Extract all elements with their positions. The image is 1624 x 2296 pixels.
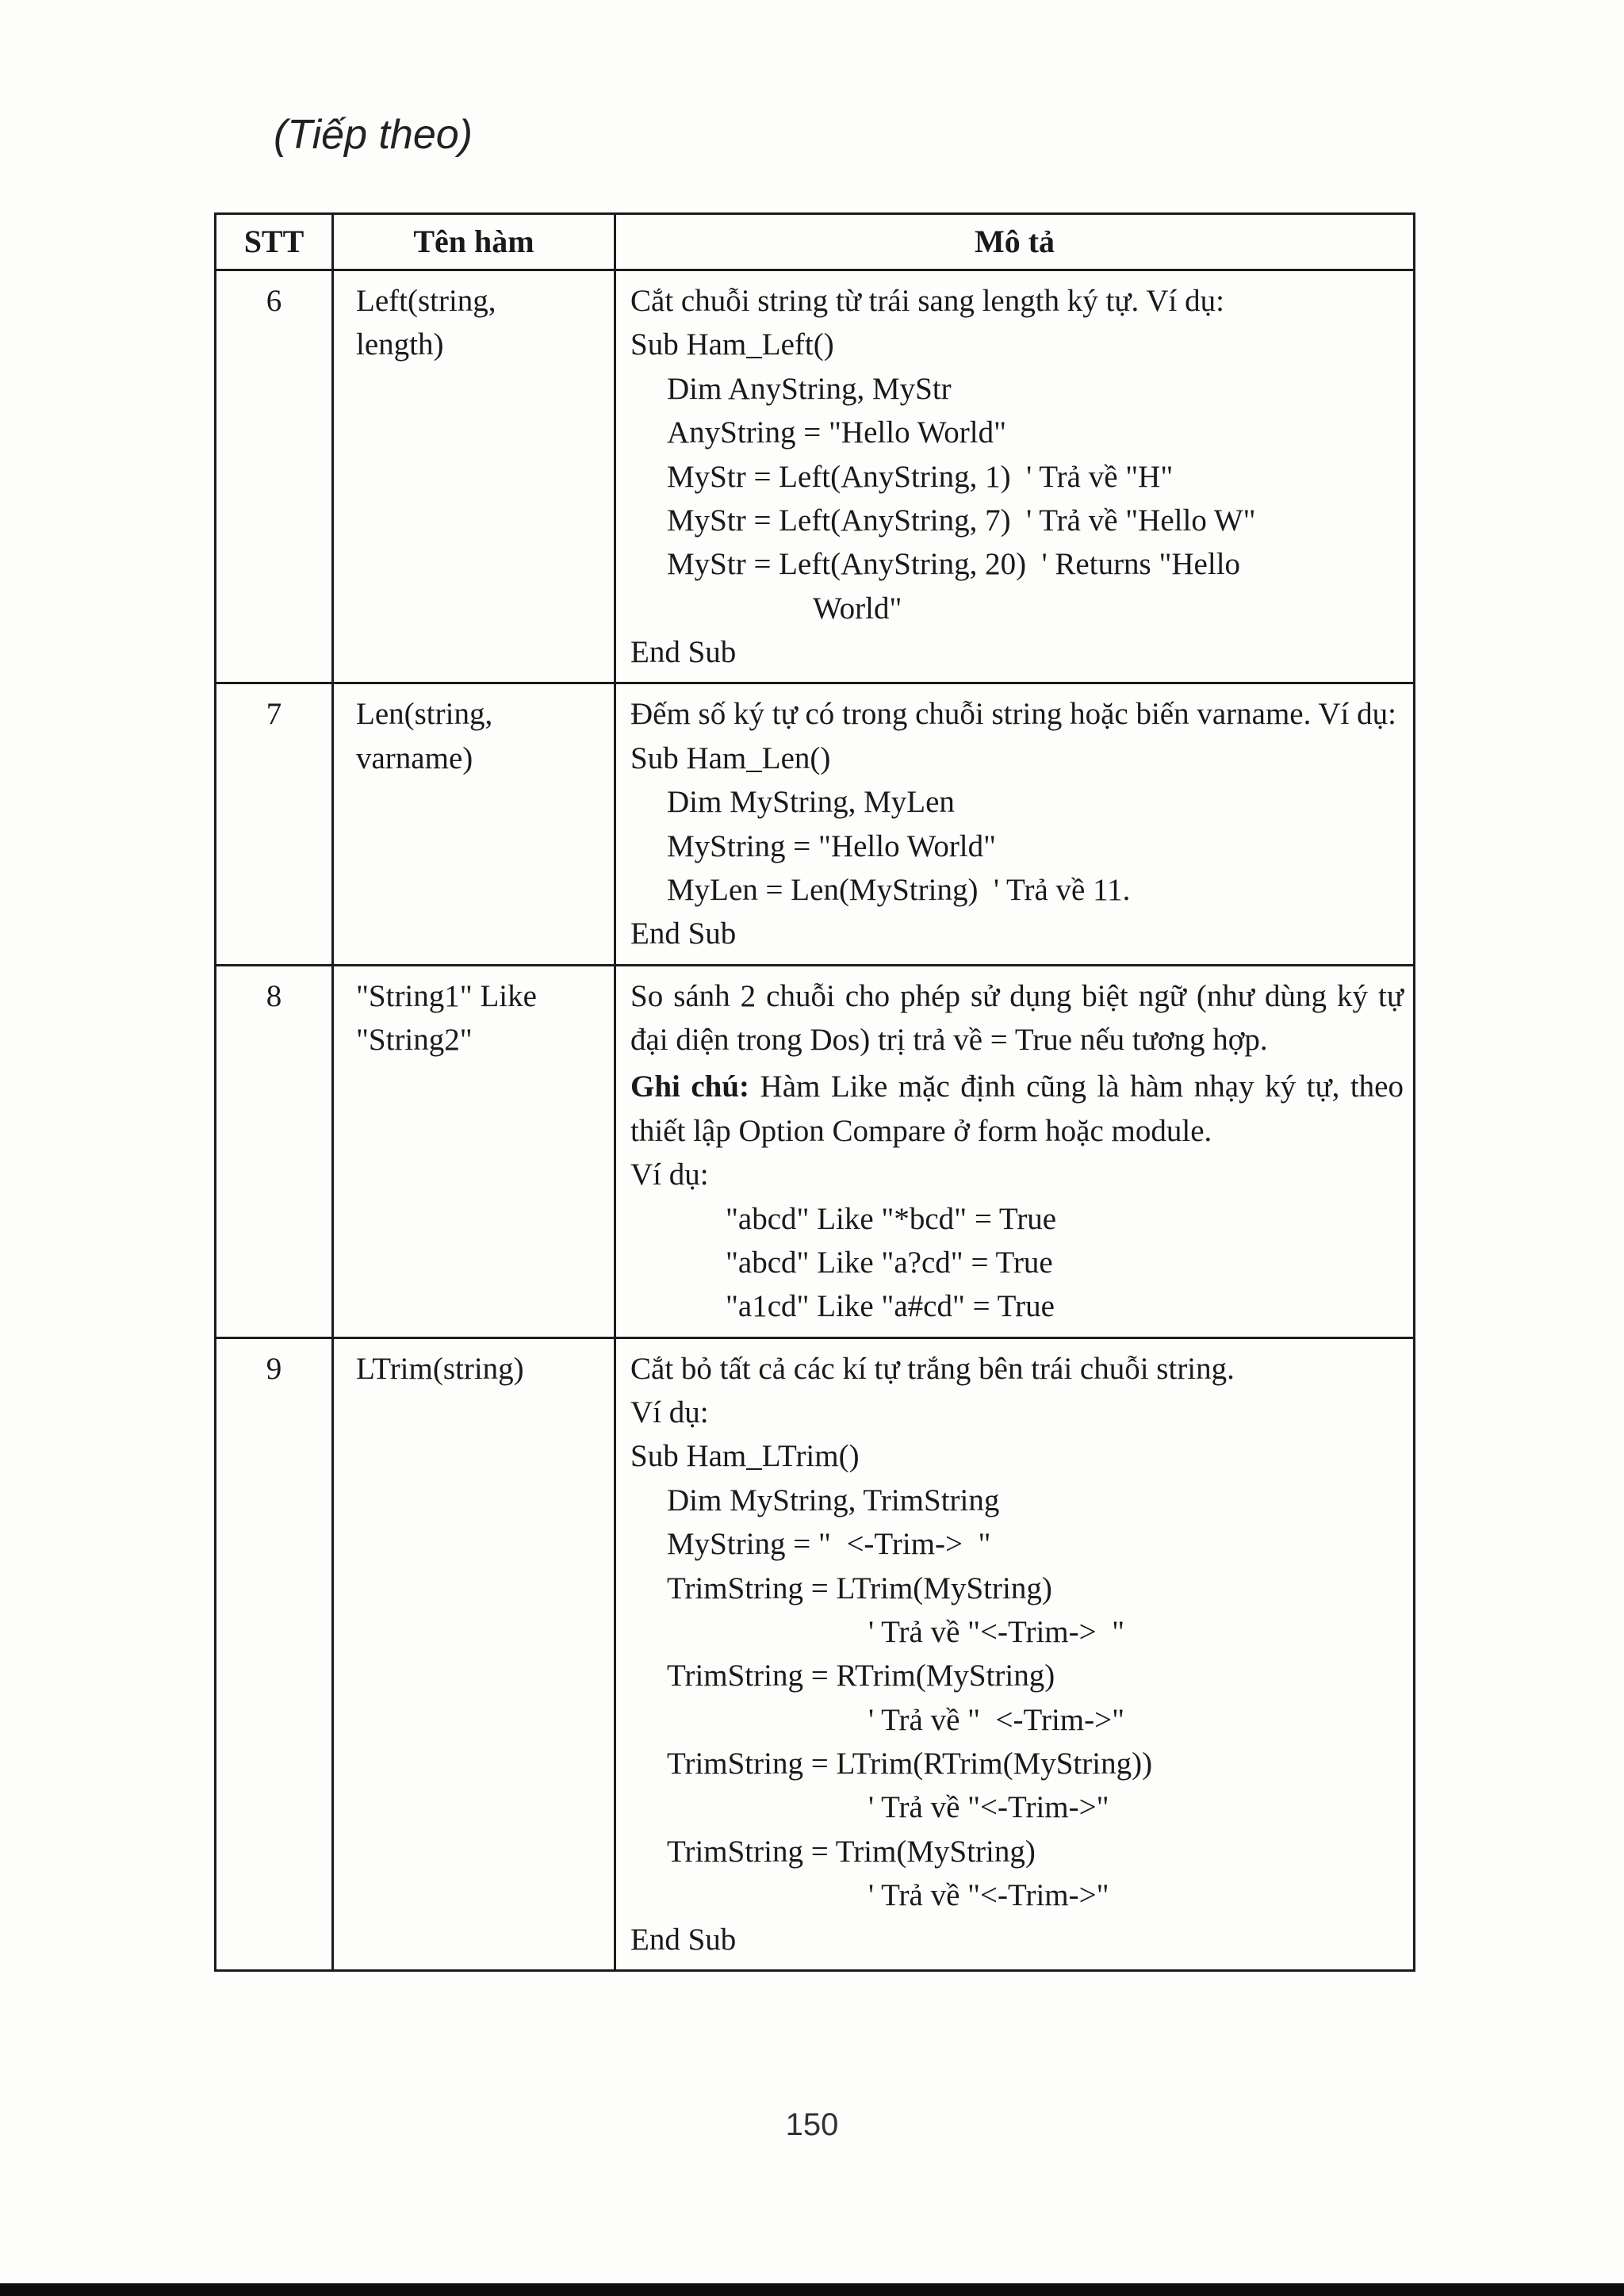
description-line: ' Trả về " <-Trim->"	[868, 1702, 1125, 1737]
row-number: 8	[216, 965, 333, 1337]
description-line: ' Trả về "<-Trim-> "	[868, 1614, 1125, 1649]
description-line: TrimString = LTrim(RTrim(MyString))	[667, 1747, 1153, 1781]
description-line: TrimString = Trim(MyString)	[667, 1834, 1036, 1869]
function-name-line: length)	[356, 327, 444, 362]
note-text: Hàm Like mặc định cũng là hàm nhạy ký tự, theo thiết lập Option Compare ở form hoặc module.	[630, 1070, 1404, 1148]
function-name-line: "String2"	[356, 1023, 473, 1057]
row-number: 9	[216, 1337, 333, 1970]
description-line: Ví dụ:	[630, 1395, 709, 1429]
header-stt: STT	[216, 214, 333, 270]
description-line: TrimString = LTrim(MyString)	[667, 1571, 1052, 1605]
header-description: Mô tả	[615, 214, 1415, 270]
description-line: Sub Ham_Left()	[630, 327, 834, 362]
description-line: End Sub	[630, 635, 737, 669]
table-row	[216, 683, 1415, 965]
function-name-line: "String1" Like	[356, 978, 537, 1013]
description-line: Đếm số ký tự có trong chuỗi string hoặc biến varname. Ví dụ:	[630, 697, 1396, 732]
table-header-row	[216, 214, 1415, 270]
description-line: "a1cd" Like "a#cd" = True	[726, 1289, 1055, 1324]
description-line: World"	[813, 591, 902, 626]
function-name-line: varname)	[356, 740, 473, 775]
function-name-cell	[333, 683, 615, 965]
description-line: MyStr = Left(AnyString, 1) ' Trả về "H"	[667, 459, 1174, 494]
function-table	[214, 212, 1415, 1972]
row-number: 7	[216, 683, 333, 965]
note-label: Ghi chú:	[630, 1070, 750, 1104]
table-body	[216, 270, 1415, 1971]
description-line: Sub Ham_Len()	[630, 740, 831, 775]
description-cell	[615, 1337, 1415, 1970]
description-line: Ví dụ:	[630, 1158, 709, 1192]
description-line: End Sub	[630, 1922, 737, 1957]
table-row	[216, 270, 1415, 683]
description-line: Dim AnyString, MyStr	[667, 371, 952, 406]
description-line: Cắt bỏ tất cả các kí tự trắng bên trái chuỗi string.	[630, 1351, 1235, 1386]
description-line: ' Trả về "<-Trim->"	[868, 1790, 1109, 1825]
description-cell	[615, 683, 1415, 965]
description-line: Dim MyString, MyLen	[667, 785, 955, 820]
description-line: TrimString = RTrim(MyString)	[667, 1659, 1055, 1693]
function-name-cell	[333, 270, 615, 683]
function-name-cell	[333, 965, 615, 1337]
function-name-line: Len(string,	[356, 697, 493, 732]
description-line: Sub Ham_LTrim()	[630, 1439, 860, 1474]
table-row	[216, 1337, 1415, 1970]
description-line: MyString = "Hello World"	[667, 828, 997, 863]
description-line: End Sub	[630, 916, 737, 951]
description-line: MyLen = Len(MyString) ' Trả về 11.	[667, 872, 1131, 907]
description-line: MyString = " <-Trim-> "	[667, 1527, 991, 1562]
description-line: Cắt chuỗi string từ trái sang length ký tự. Ví dụ:	[630, 284, 1224, 318]
function-name-line: LTrim(string)	[356, 1351, 524, 1386]
page-number: 150	[785, 2107, 839, 2142]
header-function-name: Tên hàm	[333, 214, 615, 270]
page-heading: (Tiếp theo)	[274, 112, 473, 158]
description-line: So sánh 2 chuỗi cho phép sử dụng biệt ngữ (như dùng ký tự đại diện trong Dos) trị trả về = True nếu tương hợp.	[630, 978, 1404, 1057]
description-line: Dim MyString, TrimString	[667, 1483, 1000, 1517]
description-cell	[615, 965, 1415, 1337]
description-line: AnyString = "Hello World"	[667, 415, 1007, 450]
function-name-cell	[333, 1337, 615, 1970]
function-name-line: Left(string,	[356, 284, 496, 318]
description-line: "abcd" Like "*bcd" = True	[726, 1201, 1057, 1236]
row-number: 6	[216, 270, 333, 683]
description-line: MyStr = Left(AnyString, 7) ' Trả về "Hello W"	[667, 503, 1256, 538]
description-cell	[615, 270, 1415, 683]
table-row	[216, 965, 1415, 1337]
note-line	[630, 1065, 1404, 1153]
scan-edge-bar	[0, 2283, 1624, 2296]
description-line: "abcd" Like "a?cd" = True	[726, 1245, 1053, 1280]
description-line: MyStr = Left(AnyString, 20) ' Returns "Hello	[667, 547, 1241, 582]
description-line: ' Trả về "<-Trim->"	[868, 1878, 1109, 1913]
